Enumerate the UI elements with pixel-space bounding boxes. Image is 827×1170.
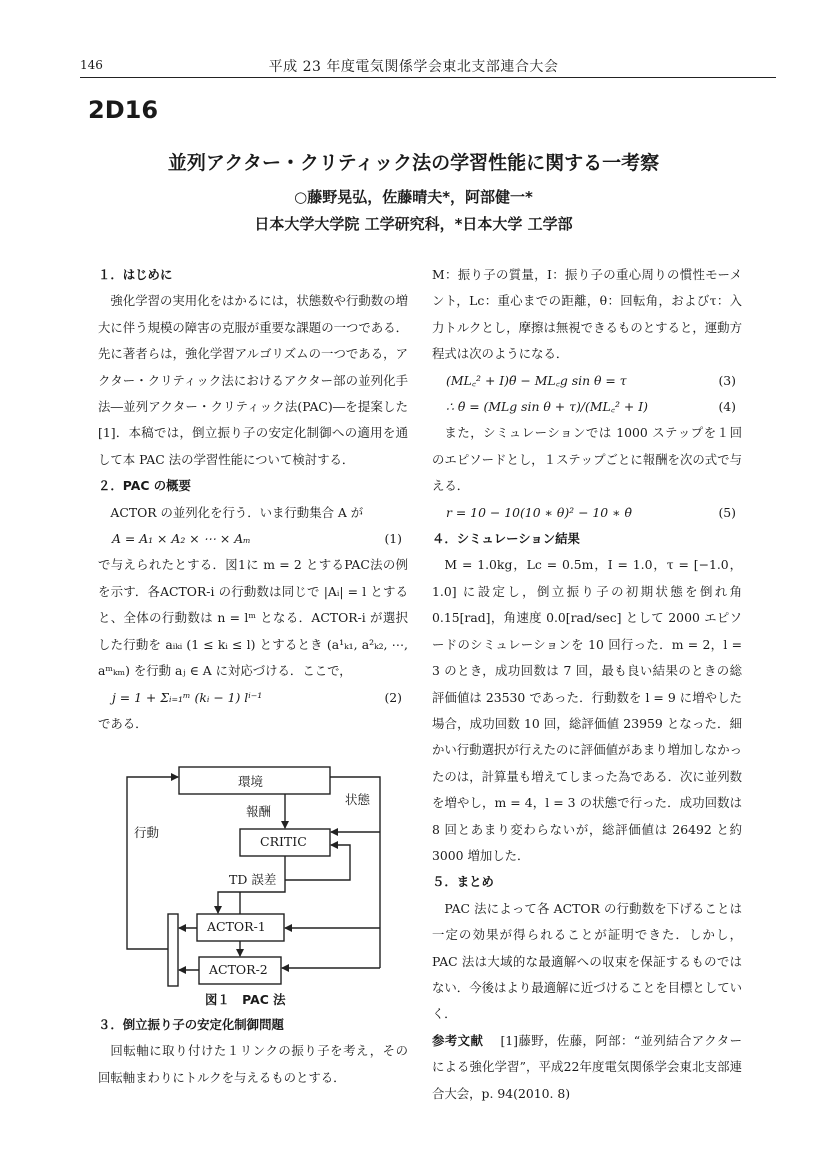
state-label: 状態: [345, 792, 371, 807]
section-5-heading: ５．まとめ: [432, 874, 494, 890]
section-3-cont-paragraph-1: M：振り子の質量，I：振り子の重心周りの慣性モーメント，Lc：重心までの距離，θ：回転角，およびτ：入力トルクとし，摩擦は無視できるものとすると，運動方程式は次のようになる．: [432, 267, 742, 362]
equation-1: [98, 526, 408, 552]
equation-4-number: (4): [718, 399, 736, 415]
equation-1-number: (1): [384, 531, 402, 547]
paper-title: 並列アクター・クリティック法の学習性能に関する一考察: [167, 152, 660, 174]
reward-label: 報酬: [246, 804, 272, 819]
equation-4: [432, 394, 742, 420]
references: [432, 1028, 742, 1107]
section-5-paragraph: PAC 法によって各 ACTOR の行動数を下げることは一定の効果が得られることが証明できた．しかし，PAC 法は大域的な最適解への収束を保証するものではない．今後はより最適解に近づけることを目標としていく．: [432, 900, 742, 1022]
actor2-label: ACTOR-2: [209, 962, 268, 977]
running-title: 平成 23 年度電気関係学会東北支部連合大会: [268, 59, 559, 75]
environment-label: 環境: [238, 774, 264, 789]
right-column: [432, 262, 742, 1107]
left-column: [98, 262, 408, 737]
action-label: 行動: [134, 825, 160, 840]
figure-1-pac-diagram: [110, 760, 400, 1010]
section-1-heading: １．はじめに: [98, 267, 173, 282]
equation-4-body: ∴ θ̈ = (MLg sin θ + τ)/(ML꜀² + I): [446, 399, 648, 415]
section-3-heading: ３．倒立振り子の安定化制御問題: [98, 1017, 284, 1032]
td-error-label: TD 誤差: [229, 872, 277, 887]
section-1-paragraph: 強化学習の実用化をはかるには，状態数や行動数の増大に伴う規模の障害の克服が重要な課題の一つである．先に著者らは，強化学習アルゴリズムの一つである，アクター・クリティック法におけるアクター部の並列化手法―並列アクター・クリティック法(PAC)―を提案した[1]．本稿では，倒立振り子の安定化制御への適用を通して本 PAC 法の学習性能について検討する．: [98, 293, 408, 467]
section-4-heading: ４．シミュレーション結果: [432, 531, 580, 547]
equation-5-number: (5): [718, 504, 736, 520]
equation-5: [432, 500, 742, 526]
reference-1: [1]藤野，佐藤，阿部：“並列結合アクターによる強化学習”，平成22年度電気関係学会東北支部連合大会，p. 94(2010. 8): [432, 1032, 743, 1101]
header-rule: [80, 77, 776, 78]
section-3-cont-paragraph-2: また，シミュレーションでは 1000 ステップを１回のエピソードとし，１ステップごとに報酬を次の式で与える．: [432, 425, 742, 494]
section-3: [98, 1012, 408, 1091]
paper-id: 2D16: [88, 96, 159, 124]
section-2-paragraph-2: で与えられたとする．図1に m = 2 とするPAC法の例を示す．各ACTOR-i の行動数は同じで |Aᵢ| = l とすると、全体の行動数は n = lᵐ となる．ACTOR-i が選択した行動を aᵢₖᵢ (1 ≤ kᵢ ≤ l) とするとき (a¹ₖ₁, a²ₖ₂, ⋯, aᵐₖₘ) を行動 aⱼ ∈ A に対応づける．ここで，: [98, 557, 408, 679]
page-number: 146: [80, 58, 103, 72]
equation-2-body: j = 1 + Σᵢ₌₁ᵐ (kᵢ − 1) lⁱ⁻¹: [112, 689, 263, 705]
affiliations: 日本大学大学院 工学研究科，*日本大学 工学部: [254, 215, 573, 233]
equation-1-body: A = A₁ × A₂ × ⋯ × Aₘ: [112, 531, 251, 547]
references-heading: 参考文献: [432, 1032, 484, 1048]
equation-5-body: r = 10 − 10(10 ∗ θ)² − 10 ∗ θ̇: [446, 504, 632, 520]
figure-1-caption: 図１ PAC 法: [205, 992, 286, 1007]
equation-2: [98, 685, 408, 711]
section-2-heading: ２．PAC の概要: [98, 478, 191, 494]
critic-label: CRITIC: [260, 834, 307, 849]
action-combiner-bar: [168, 914, 178, 986]
section-4-paragraph: M = 1.0kg，Lc = 0.5m，I = 1.0，τ = [−1.0，1.0] に設定し，倒立振り子の初期状態を倒れ角 0.15[rad]，角速度 0.0[rad/sec] として 2000 エピソードのシミュレーションを 10 回行った．m = 2，l = 3 のとき，成功回数は 7 回，最も良い結果のときの総評価値は 23530 であった．行動数を l = 9 に増やした場合，成功回数 10 回，総評価値 23959 となった．細かい行動選択が行えたのに評価値があまり増加しなかったのは，計算量も増えてしまった為である．次に並列数を増やし，m = 4，l = 3 の状態で行った．成功回数は 8 回とあまり変わらないが，総評価値は 26492 と約 3000 増加した．: [432, 557, 742, 863]
section-3-paragraph: 回転軸に取り付けた１リンクの振り子を考え，その回転軸まわりにトルクを与えるものとする．: [98, 1043, 408, 1085]
equation-3: [432, 368, 742, 394]
actor1-label: ACTOR-1: [207, 919, 266, 934]
equation-3-number: (3): [718, 372, 736, 388]
equation-3-body: (ML꜀² + I)θ̈ − ML꜀g sin θ = τ: [446, 372, 627, 388]
section-2-paragraph-3: である．: [98, 715, 148, 731]
equation-2-number: (2): [384, 689, 402, 705]
authors: ○藤野晃弘，佐藤晴夫*，阿部健一*: [294, 188, 533, 206]
section-2-paragraph-1: ACTOR の並列化を行う．いま行動集合 A が: [110, 504, 364, 520]
